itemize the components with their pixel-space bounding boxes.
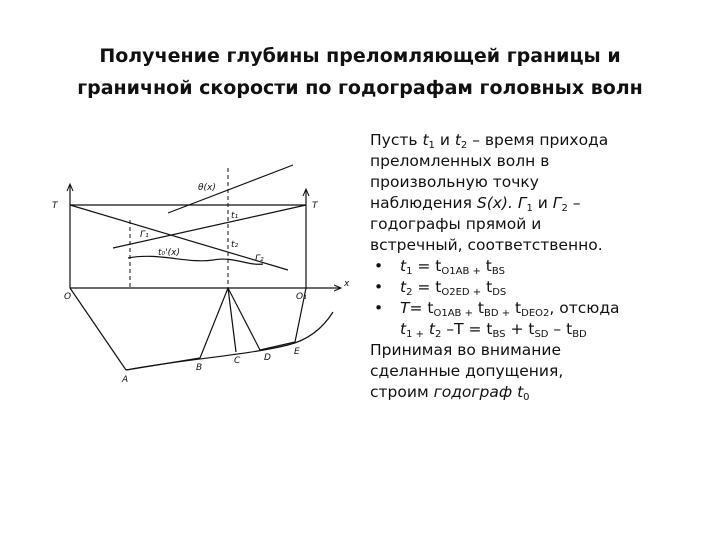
label-gamma2: Γ₂ bbox=[255, 254, 264, 264]
bullet-T: • $T= t_{O1AB +}$ $t_{BD +}$ $t_{DEO2}$, отсюда bbox=[374, 299, 620, 319]
refracting-boundary bbox=[126, 312, 333, 370]
t0-prime-curve bbox=[128, 256, 263, 264]
label-t-left: T bbox=[52, 201, 58, 211]
slide-title bbox=[20, 40, 700, 104]
p1-line-5: годографы прямой и bbox=[370, 215, 542, 233]
p1-line-6: встречный, соответственно. bbox=[370, 236, 603, 254]
label-t-right: T bbox=[312, 201, 318, 211]
label-t0-prime: t₀'(x) bbox=[158, 248, 180, 258]
bullet-t1: • $t_1 = t_{O1AB +}$ $t_{BS}$ bbox=[374, 257, 505, 277]
p2-line-3: строим годограф $t_0$ bbox=[370, 383, 530, 403]
ray-o-a bbox=[70, 288, 126, 370]
refraction-diagram bbox=[48, 160, 358, 390]
ray-b-s bbox=[200, 288, 228, 358]
label-point-b: B bbox=[196, 363, 203, 373]
ray-s-c bbox=[228, 288, 236, 352]
p1-line-2: преломленных волн в bbox=[370, 152, 550, 170]
title-line-2: граничной скорости по годографам головных волн bbox=[77, 77, 643, 99]
label-x-axis: x bbox=[344, 279, 350, 289]
ray-s-d bbox=[228, 288, 260, 350]
label-o-left: O bbox=[64, 292, 72, 302]
p2-line-2: сделанные допущения, bbox=[370, 362, 564, 380]
label-t2: t₂ bbox=[231, 240, 239, 250]
title-line-1: Получение глубины преломляющей границы и bbox=[99, 45, 621, 67]
ray-d-e bbox=[260, 342, 295, 350]
label-o-right: O₁ bbox=[296, 292, 307, 302]
label-t1: t₁ bbox=[231, 211, 239, 221]
p1-line-4: наблюдения S(x). $Г_1$ и $Г_2$ – bbox=[370, 194, 581, 214]
label-point-e: E bbox=[294, 347, 300, 357]
p2-line-1: Принимая во внимание bbox=[370, 341, 562, 359]
label-point-c: C bbox=[234, 356, 241, 366]
p1-line-1: Пусть $t_1$ и $t_2$ – время прихода bbox=[370, 131, 609, 151]
theta-line bbox=[168, 165, 293, 213]
label-point-d: D bbox=[264, 353, 271, 363]
label-theta: θ(x) bbox=[198, 183, 216, 193]
label-gamma1: Γ₁ bbox=[140, 230, 149, 240]
ray-a-b bbox=[126, 358, 200, 370]
explanation-text bbox=[370, 130, 710, 403]
label-point-a: A bbox=[122, 375, 129, 385]
p1-line-3: произвольную точку bbox=[370, 173, 539, 191]
bullet-t2: • $t_2 = t_{O2ED +}$ $t_{DS}$ bbox=[374, 278, 507, 298]
formula-result: $t_{1 +}$ $t_2$ $-T = t_{BS} + t_{SD} - t_{BD}$ bbox=[400, 320, 587, 340]
